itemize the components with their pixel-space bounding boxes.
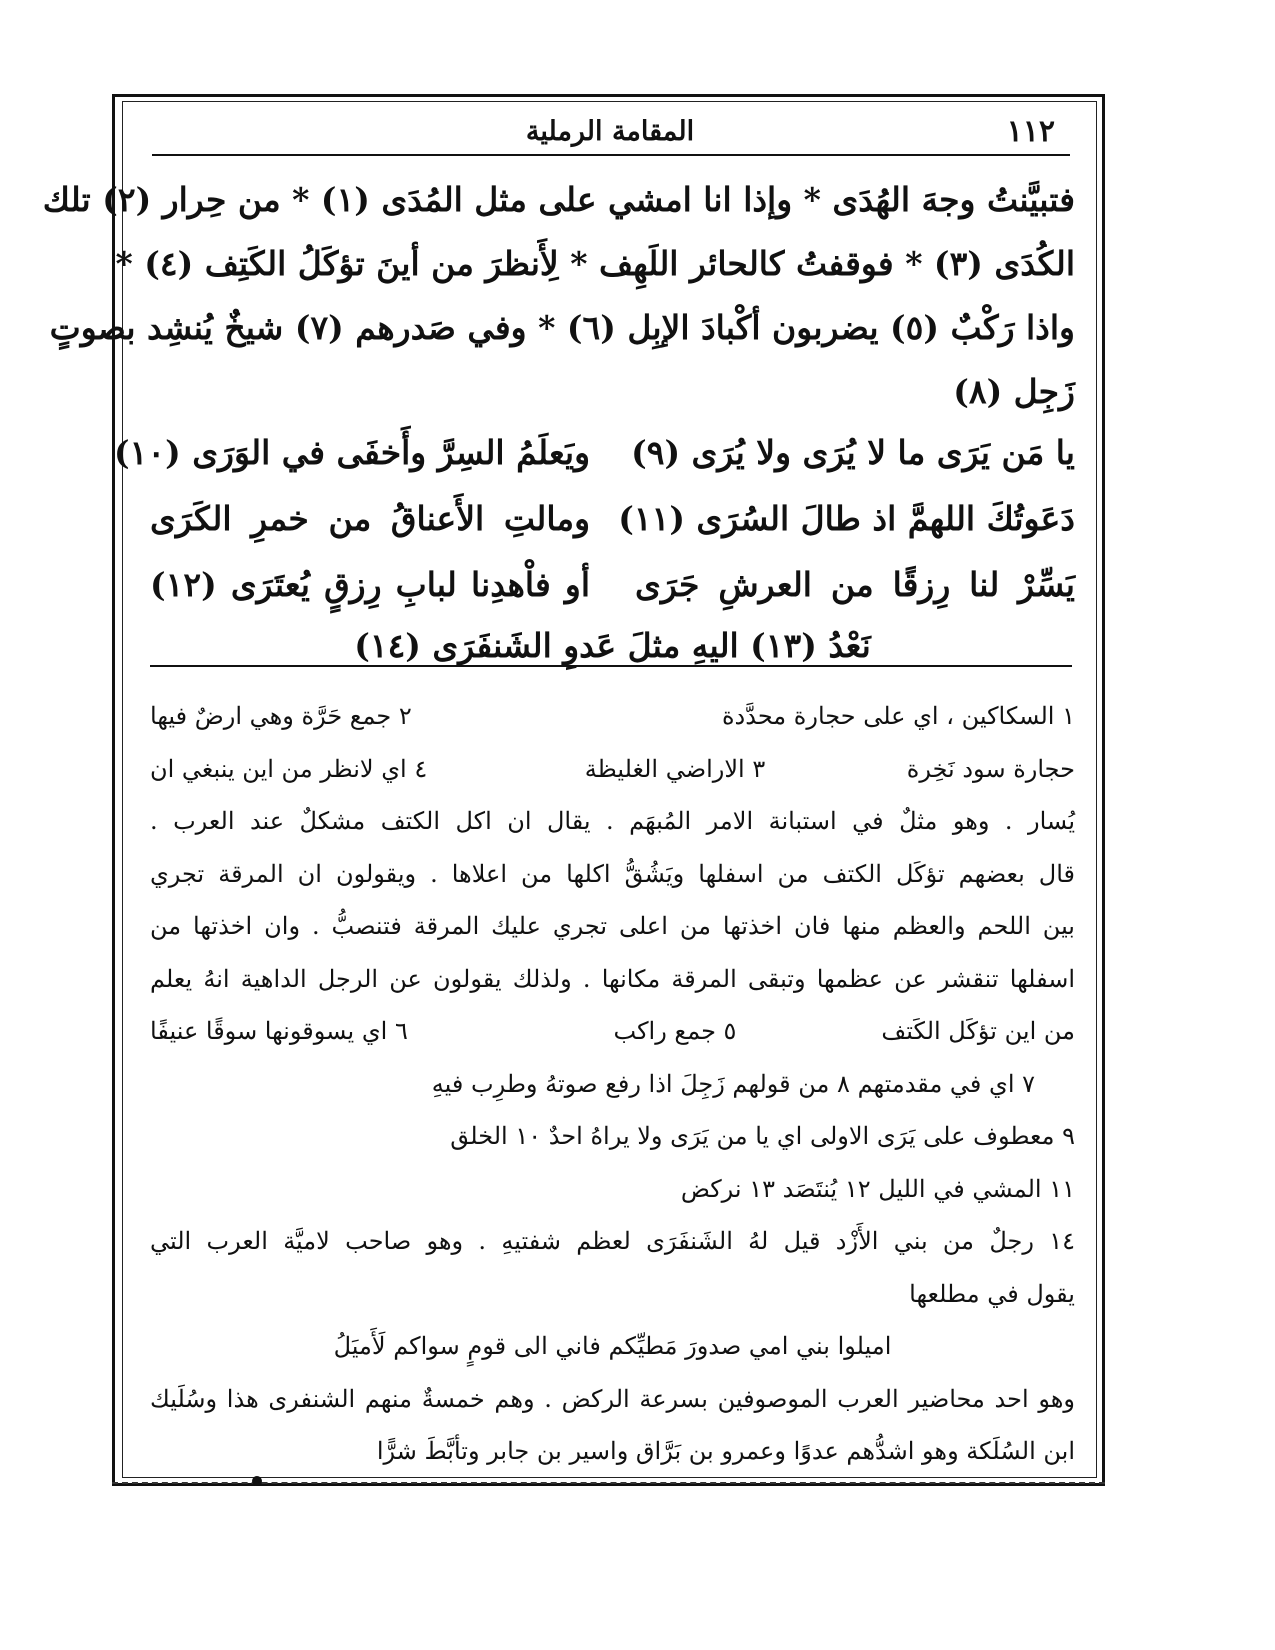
footnote-rule: [150, 665, 1072, 667]
footnote-row: [150, 743, 1075, 796]
footnote-line: ٩ معطوف على يَرَى الاولى اي يا من يَرَى ولا يراهُ احدٌ ١٠ الخلق: [450, 1122, 1075, 1150]
footnote-line: ٧ اي في مقدمتهم ٨ من قولهم زَجِلَ اذا رفع صوتهُ وطرِب فيهِ: [431, 1069, 1035, 1098]
footnote-line: ١١ المشي في الليل ١٢ يُنتَصَد ١٣ نركض: [680, 1174, 1075, 1203]
verse-hemistich-first: يا مَن يَرَى ما لا يُرَى ولا يُرَى (٩): [631, 433, 1075, 472]
footnote: ٤ اي لانظر من اين ينبغي ان: [150, 754, 428, 783]
verse-row: [150, 486, 1075, 552]
running-header: [150, 112, 1070, 156]
prose-line: واذا رَكْبٌ (٥) يضربون أكْبادَ الإبِل (٦) * وفي صَدرهم (٧) شيخٌ يُنشِد بصوتٍ: [49, 308, 1075, 347]
footnote-line: قال بعضهم تؤكَل الكتف من اسفلها ويَشُقُّ اكلها من اعلاها . ويقولون ان المرقة تجري: [150, 859, 1075, 888]
quoted-verse: اميلوا بني امي صدورَ مَطيِّكم فاني الى قومٍ سواكم لَأَميَلُ: [333, 1332, 892, 1360]
footnote-line: بين اللحم والعظم منها فان اخذتها من اعلى تجري عليك المرقة فتنصبُّ . وان اخذتها من: [150, 912, 1075, 940]
footnote: حجارة سود نَخِرة: [906, 754, 1075, 783]
verse-hemistich-second: ويَعلَمُ السِرَّ وأَخفَى في الوَرَى (١٠): [114, 433, 590, 472]
verse-hemistich-second: أو فاْهدِنا لبابِ رِزقٍ يُعتَرَى (١٢): [150, 565, 590, 604]
verse-hemistich-second: ومالتِ الأَعناقُ من خمرِ الكَرَى: [150, 499, 590, 538]
footnote: ٣ الاراضي الغليظة: [584, 754, 766, 783]
prose-line: فتبيَّنتُ وجهَ الهُدَى * وإذا انا امشي على مثل المُدَى (١) * من حِرار (٢) تلك: [42, 180, 1075, 219]
ink-dot: [252, 1476, 262, 1486]
prose-line: زَجِل (٨): [953, 372, 1075, 411]
footnote: ١ السكاكين ، اي على حجارة محدَّدة: [721, 702, 1075, 730]
page-title: المقامة الرملية: [525, 116, 695, 147]
verse-block: [114, 420, 1075, 674]
footnotes: [150, 690, 1075, 1478]
footnote: من اين تؤكَل الكَتف: [881, 1017, 1075, 1045]
verse-hemistich-first: دَعَوتُكَ اللهمَّ اذ طالَ السُرَى (١١): [618, 499, 1075, 538]
verse-hemistich-first: يَسِّرْ لنا رِزقًا من العرشِ جَرَى: [635, 565, 1075, 604]
footnote-row: [150, 690, 1075, 743]
footnote-line: ابن السُلَكة وهو اشدُّهم عدوًا وعمرو بن بَرَّاق واسير بن جابر وتأبَّطَ شرًّا: [376, 1437, 1075, 1465]
footnote: ٦ اي يسوقونها سوقًا عنيفًا: [150, 1017, 408, 1045]
footnote-line: يُسار . وهو مثلٌ في استبانة الامر المُبهَم . يقال ان اكل الكتف مشكلٌ عند العرب .: [150, 807, 1075, 835]
footnote: ٢ جمع حَرَّة وهي ارضٌ فيها: [150, 702, 412, 730]
footnote-line: يقول في مطلعها: [909, 1279, 1075, 1308]
footnote: ٥ جمع راكب: [613, 1017, 737, 1045]
verse-row: [150, 552, 1075, 618]
verse-row: [114, 420, 1075, 486]
footnote-row: [150, 1005, 1075, 1058]
footnote-line: وهو احد محاضير العرب الموصوفين بسرعة الركض . وهم خمسةٌ منهم الشنفرى هذا وسُلَيك: [150, 1384, 1075, 1413]
verse-single: نَعْدُ (١٣) اليهِ مثلَ عَدوِ الشَنفَرَى (١٤): [354, 626, 871, 665]
header-rule: [152, 154, 1070, 156]
prose-line: الكُدَى (٣) * فوقفتُ كالحائر اللَهِف * لِأَنظرَ من أينَ تؤكَلُ الكَتِف (٤) *: [115, 244, 1075, 283]
prose-block: [42, 168, 1075, 424]
footnote-line: اسفلها تنقشر عن عظمها وتبقى المرقة مكانها . ولذلك يقولون عن الرجل الداهية انهُ يعلم: [150, 964, 1076, 993]
footnote-line: ١٤ رجلٌ من بني الأَزْد قيل لهُ الشَنفَرَى لعظم شفتيهِ . وهو صاحب لاميَّة العرب التي: [150, 1227, 1075, 1255]
page-number: ١١٢: [1006, 114, 1055, 149]
